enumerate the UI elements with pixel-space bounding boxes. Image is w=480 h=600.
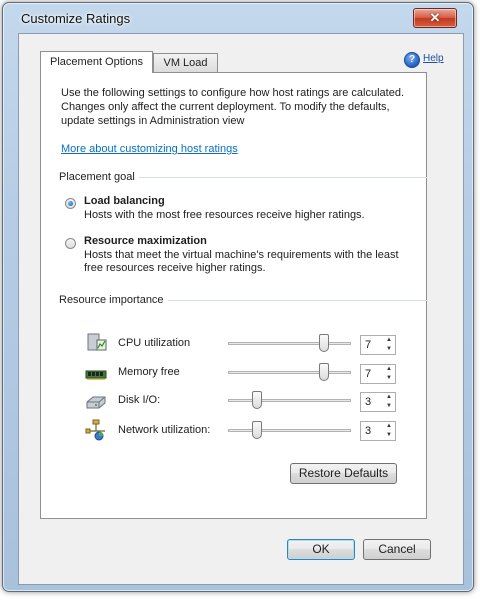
spin-up-icon[interactable]: ▲ (386, 394, 392, 400)
memory-slider-thumb[interactable] (319, 363, 329, 381)
spin-down-icon[interactable]: ▼ (386, 432, 392, 438)
spin-down-icon[interactable]: ▼ (386, 375, 392, 381)
network-importance-spinner[interactable] (360, 421, 396, 441)
spin-up-icon[interactable]: ▲ (386, 423, 392, 429)
cpu-icon (85, 331, 107, 353)
restore-defaults-button[interactable]: Restore Defaults (290, 463, 397, 484)
memory-importance-value[interactable]: 7 (365, 368, 372, 380)
network-slider-thumb[interactable] (252, 421, 262, 439)
option-load-balancing-desc: Hosts with the most free resources receive higher ratings. (84, 209, 365, 221)
spin-down-icon[interactable]: ▼ (386, 346, 392, 352)
option-resource-maximization-title[interactable]: Resource maximization (84, 235, 207, 247)
ok-button[interactable]: OK (287, 539, 355, 560)
tab-vm-load[interactable]: VM Load (153, 53, 218, 72)
help-link[interactable]: Help (423, 53, 444, 64)
option-load-balancing-title[interactable]: Load balancing (84, 195, 165, 207)
dialog-client-area (18, 33, 464, 585)
spin-up-icon[interactable]: ▲ (386, 366, 392, 372)
resource-importance-heading: Resource importance (59, 294, 168, 306)
radio-resource-maximization[interactable] (65, 238, 76, 249)
option-resource-maximization-desc: Hosts that meet the virtual machine's requirements with the least free resources receive higher ratings. (84, 249, 399, 274)
disk-io-label: Disk I/O: (118, 394, 161, 406)
intro-text: Use the following settings to configure how host ratings are calculated. Changes only affect the current deployment. To modify the defaults, update settings in Administration view (61, 87, 405, 127)
help-icon[interactable]: ? (404, 52, 420, 68)
dialog-window (2, 2, 474, 592)
memory-slider-track[interactable] (228, 371, 351, 374)
window-title: Customize Ratings (21, 11, 131, 26)
spin-up-icon[interactable]: ▲ (386, 337, 392, 343)
disk-icon (85, 391, 107, 413)
cpu-importance-value[interactable]: 7 (365, 339, 372, 351)
network-icon (85, 419, 107, 441)
cpu-utilization-label: CPU utilization (118, 337, 191, 349)
spin-down-icon[interactable]: ▼ (386, 403, 392, 409)
cpu-slider-track[interactable] (228, 342, 351, 345)
more-info-link[interactable]: More about customizing host ratings (61, 143, 238, 155)
tab-placement-options[interactable]: Placement Options (40, 51, 153, 73)
disk-slider-thumb[interactable] (252, 391, 262, 409)
cpu-importance-spinner[interactable] (360, 335, 396, 355)
close-icon: ✕ (429, 10, 441, 25)
title-bar[interactable] (3, 3, 473, 33)
memory-icon (85, 363, 107, 385)
disk-slider-track[interactable] (228, 399, 351, 402)
network-importance-value[interactable]: 3 (365, 425, 372, 437)
cancel-button[interactable]: Cancel (363, 539, 431, 560)
disk-importance-spinner[interactable] (360, 392, 396, 412)
tab-panel (40, 72, 427, 519)
cpu-slider-thumb[interactable] (319, 334, 329, 352)
network-slider-track[interactable] (228, 429, 351, 432)
network-utilization-label: Network utilization: (118, 424, 211, 436)
memory-importance-spinner[interactable] (360, 364, 396, 384)
radio-selected-dot (68, 201, 73, 206)
disk-importance-value[interactable]: 3 (365, 396, 372, 408)
memory-free-label: Memory free (118, 366, 180, 378)
radio-load-balancing[interactable] (65, 198, 76, 209)
placement-goal-heading: Placement goal (59, 171, 139, 183)
close-button[interactable] (413, 8, 457, 28)
